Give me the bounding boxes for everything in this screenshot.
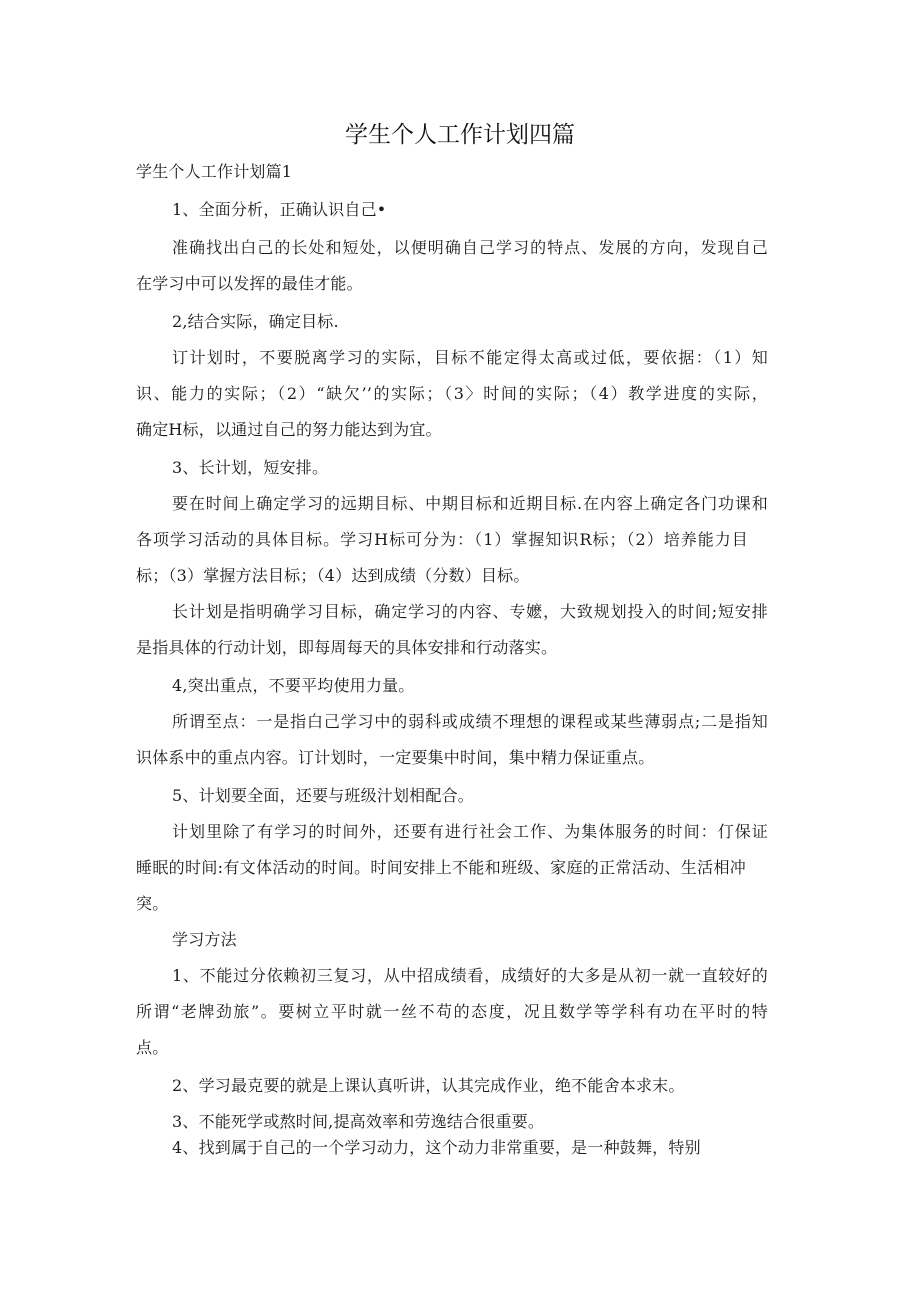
text-line: 1、全面分析，正确认识自己•	[172, 200, 387, 219]
text-line: 所谓至点：一是指白己学习中的弱科或成绩不理想的课程或某些薄弱点;二是指知	[172, 712, 768, 731]
text-line: 1、不能过分依赖初三复习，从中招成绩看，成绩好的大多是从初一就一直较好的	[172, 966, 768, 985]
text-line: 4,突出重点，不要平均使用力量。	[172, 676, 415, 695]
text-line: 是指具体的行动计划，即每周每天的具体安排和行动落实。	[136, 638, 558, 657]
text-line: 学习方法	[172, 930, 237, 949]
text-line: 各项学习活动的具体目标。学习H标可分为：（1）掌握知识R标；（2）培养能力目	[136, 530, 748, 549]
text-line: 准确找出白己的长处和短处，以便明确自己学习的特点、发展的方向，发现自己	[172, 238, 768, 257]
text-line: 所谓“老牌劲旅”。要树立平时就一丝不苟的态度，况且数学等学科有功在平时的特	[136, 1002, 768, 1021]
text-line: 睡眠的时间:有文体活动的时间。时间安排上不能和班级、家庭的正常活动、生活相冲	[136, 858, 746, 877]
text-line: 标；（3）掌握方法目标；（4）达到成绩（分数）目标。	[136, 566, 530, 585]
text-line: 5、计划要全面，还要与班级汁划相配合。	[172, 786, 474, 805]
text-line: 识、能力的实际；（2）“缺欠’’的实际；（3〉时间的实际；（4）教学进度的实际，	[136, 384, 768, 403]
text-line: 2、学习最克要的就是上课认真听讲，认其完成作业，绝不能舍本求末。	[172, 1076, 685, 1095]
text-line: 3、长计划，短安排。	[172, 458, 329, 477]
text-line: 在学习中可以发挥的最佳才能。	[136, 274, 363, 293]
text-line: 4、找到属于自己的一个学习动力，这个动力非常重要，是一种鼓舞，特别	[172, 1138, 701, 1157]
text-line: 长计划是指明确学习目标，确定学习的内容、专嬷，大致规划投入的时间;短安排	[172, 602, 768, 621]
text-line: 确定H标，以通过自己的努力能达到为宜。	[136, 420, 442, 439]
text-line: 点。	[136, 1038, 169, 1057]
text-line: 2,结合实际，确定目标.	[172, 312, 339, 331]
text-line: 要在时间上确定学习的远期目标、中期目标和近期目标.在内容上确定各门功课和	[172, 494, 768, 513]
text-line: 3、不能死学或熬时间,提高效率和劳逸结合很重要。	[172, 1112, 545, 1131]
text-line: 订计划时，不要脱离学习的实际，目标不能定得太高或过低，要依据：（1）知	[172, 348, 768, 367]
document-title: 学生个人工作计划四篇	[345, 122, 575, 148]
text-line: 学生个人工作计划篇1	[136, 162, 293, 181]
text-line: 计划里除了有学习的时间外，还要有进行社会工作、为集体服务的时间：仃保证	[172, 822, 768, 841]
text-line: 突。	[136, 894, 169, 913]
text-line: 识体系中的重点内容。订计划时，一定要集中时间，集中精力保证重点。	[136, 748, 655, 767]
